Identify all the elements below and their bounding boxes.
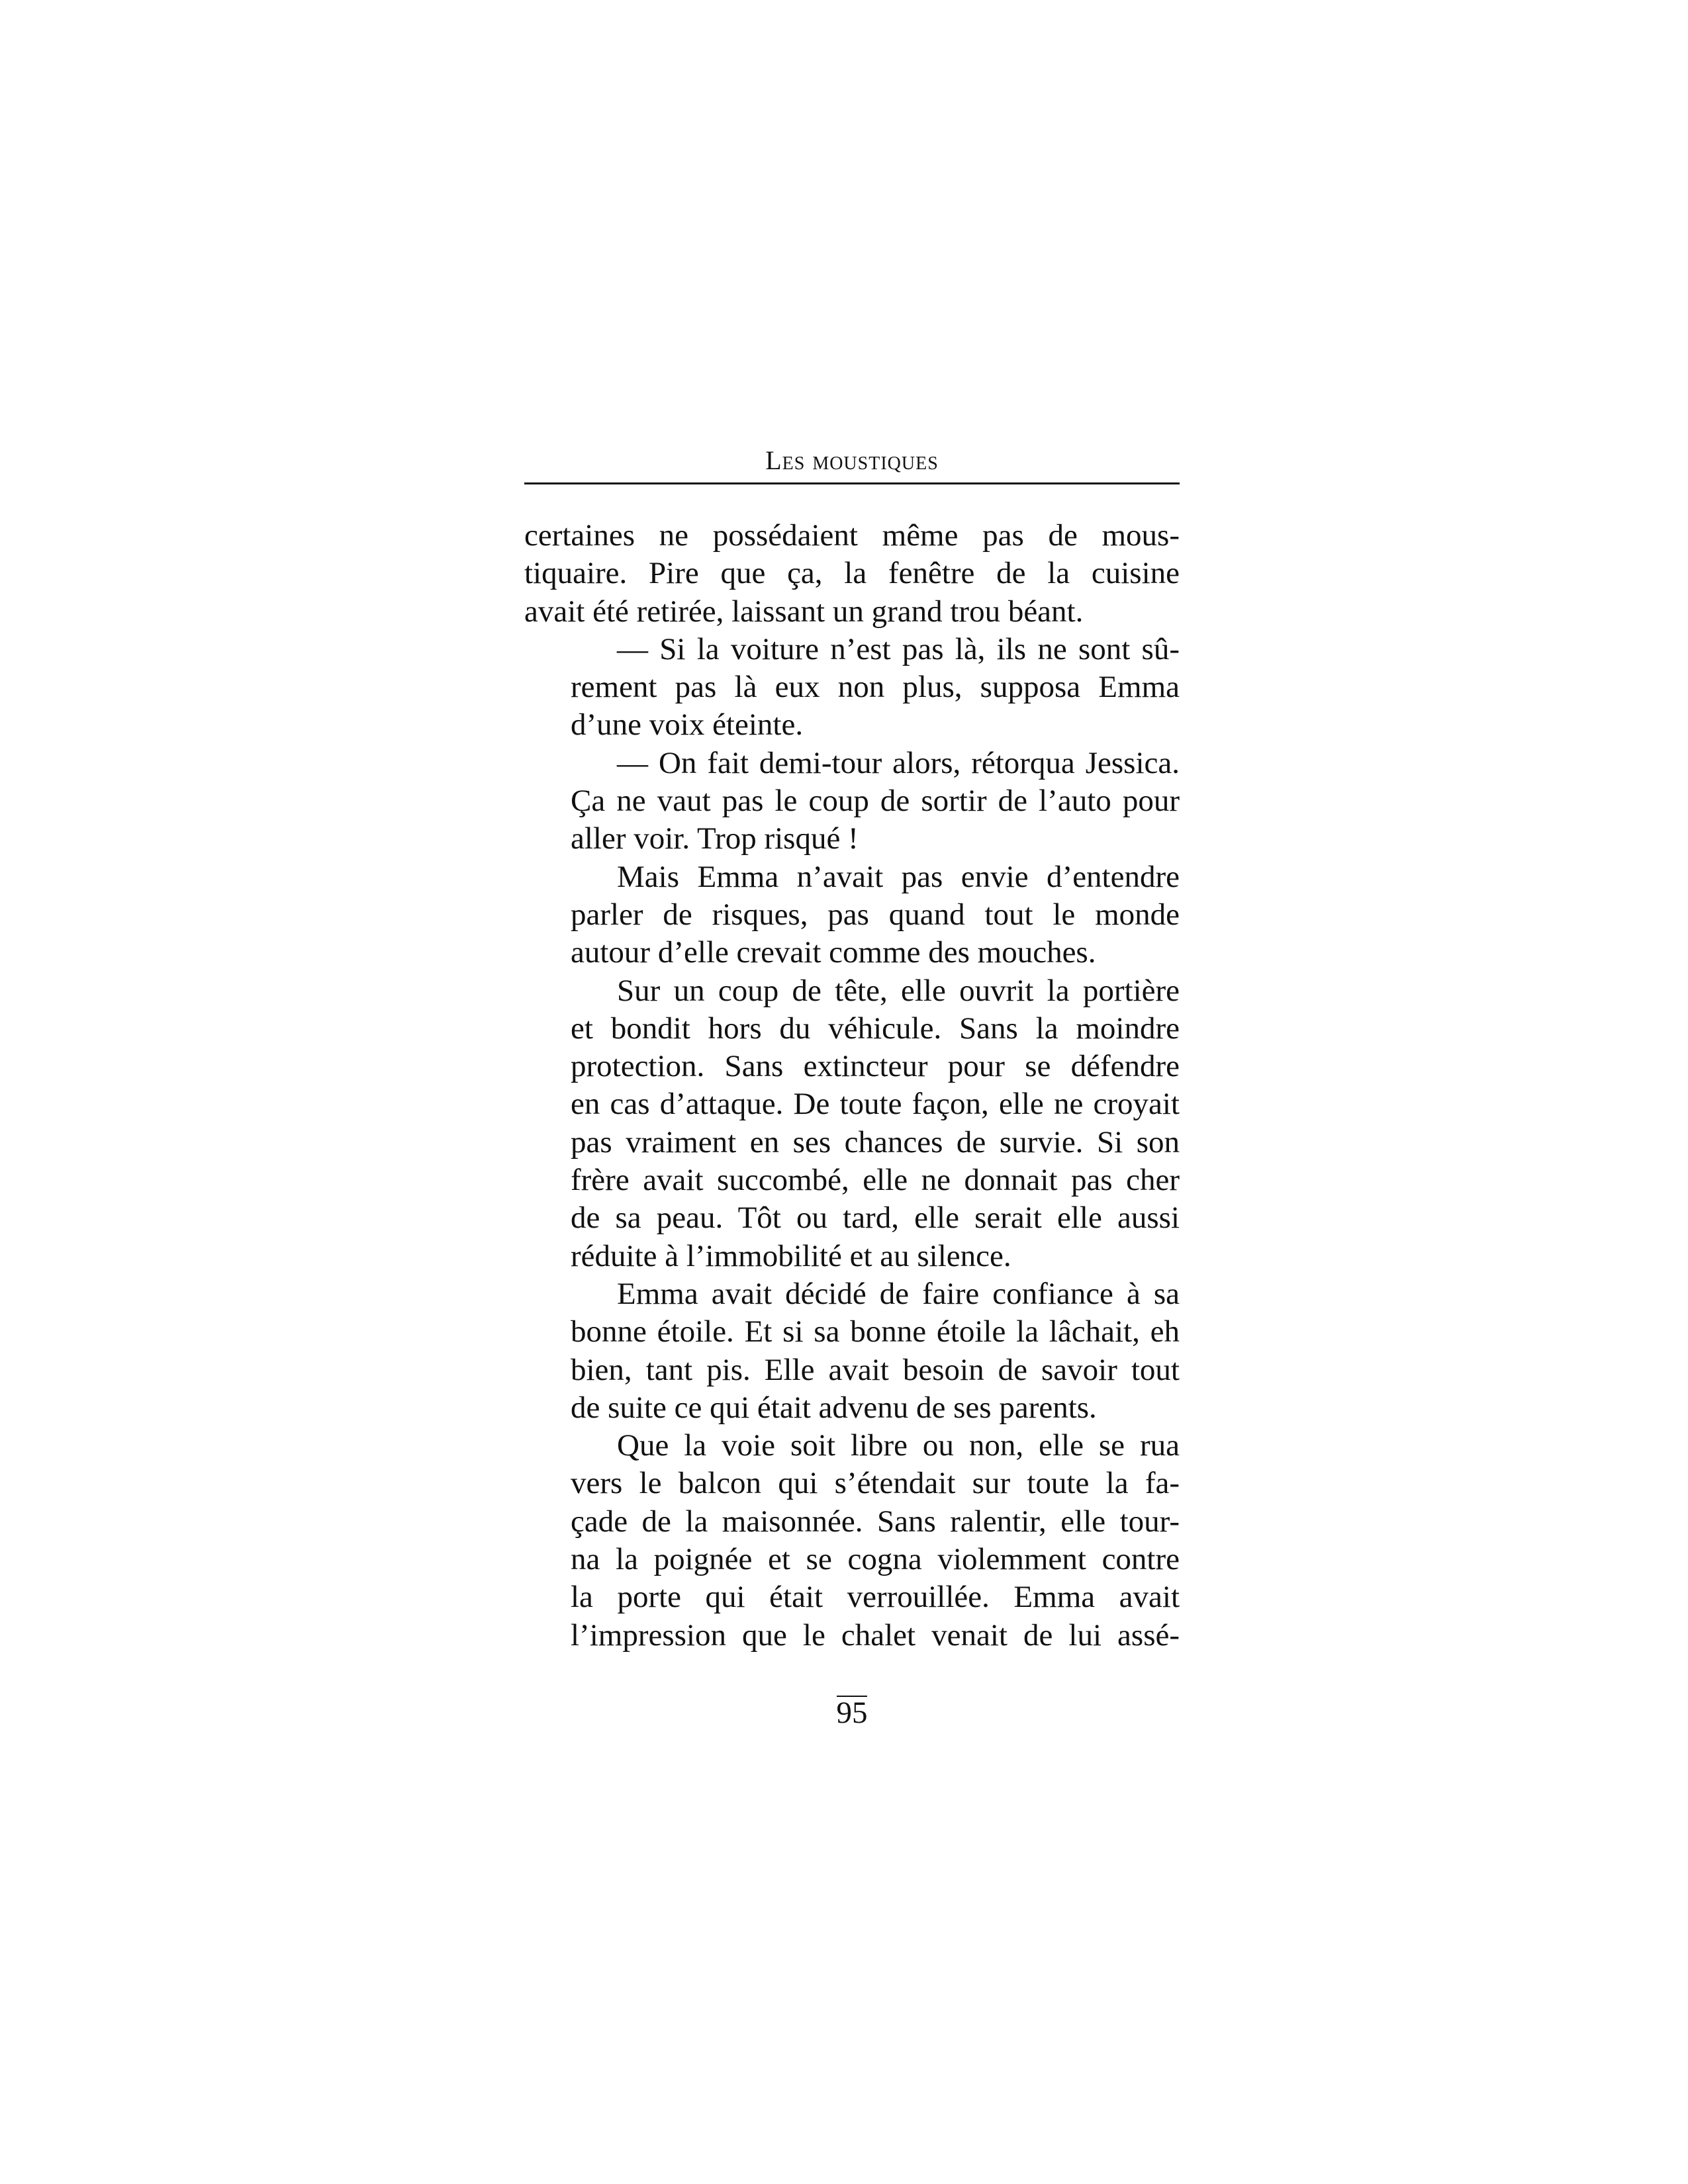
text-line: — On fait demi-tour alors, rétorqua Jessica. [617, 745, 1180, 780]
paragraph [524, 745, 1180, 858]
paragraph [524, 972, 1180, 1275]
text-line: la porte qui était verrouillée. Emma avait [571, 1580, 1180, 1615]
paragraph [524, 1427, 1180, 1655]
text-line: de suite ce qui était advenu de ses parents. [571, 1390, 1097, 1425]
paragraph [524, 1275, 1180, 1427]
text-line: de sa peau. Tôt ou tard, elle serait elle aussi [571, 1201, 1180, 1236]
text-line: pas vraiment en ses chances de survie. Si son [571, 1124, 1180, 1160]
text-line: frère avait succombé, elle ne donnait pas cher [571, 1163, 1180, 1198]
text-line: bien, tant pis. Elle avait besoin de savoir tout [571, 1352, 1180, 1387]
text-line: bonne étoile. Et si sa bonne étoile la lâchait, eh [571, 1314, 1180, 1349]
paragraph [524, 858, 1180, 972]
text-line: en cas d’attaque. De toute façon, elle ne croyait [571, 1087, 1180, 1122]
body-text [524, 517, 1180, 1655]
book-page [524, 437, 1180, 1760]
text-line: çade de la maisonnée. Sans ralentir, elle tour- [571, 1504, 1180, 1539]
text-line: Ça ne vaut pas le coup de sortir de l’auto pour [571, 784, 1180, 819]
text-line: l’impression que le chalet venait de lui assé- [571, 1617, 1180, 1653]
text-line: parler de risques, pas quand tout le monde [571, 897, 1180, 932]
text-line: tiquaire. Pire que ça, la fenêtre de la cuisine [524, 556, 1180, 591]
text-line: na la poignée et se cogna violemment contre [571, 1542, 1180, 1577]
header-rule [524, 482, 1180, 484]
text-line: avait été retirée, laissant un grand trou béant. [524, 594, 1084, 629]
text-line: réduite à l’immobilité et au silence. [571, 1238, 1011, 1273]
text-line: protection. Sans extincteur pour se défendre [571, 1049, 1180, 1084]
text-line: certaines ne possédaient même pas de mous- [524, 518, 1180, 553]
running-head: Les moustiques [765, 445, 939, 475]
text-line: aller voir. Trop risqué ! [571, 821, 859, 856]
text-line: vers le balcon qui s’étendait sur toute la fa- [571, 1466, 1180, 1501]
text-line: Emma avait décidé de faire confiance à sa [617, 1276, 1180, 1311]
text-line: Mais Emma n’avait pas envie d’entendre [617, 859, 1180, 894]
paragraph [524, 631, 1180, 745]
text-line: Que la voie soit libre ou non, elle se rua [617, 1428, 1180, 1463]
text-line: Sur un coup de tête, elle ouvrit la portière [617, 973, 1180, 1008]
text-line: et bondit hors du véhicule. Sans la moindre [571, 1011, 1180, 1046]
text-line: rement pas là eux non plus, supposa Emma [571, 670, 1180, 705]
text-line: — Si la voiture n’est pas là, ils ne sont sû- [617, 631, 1180, 666]
text-line: autour d’elle crevait comme des mouches. [571, 935, 1096, 970]
text-line: d’une voix éteinte. [571, 707, 804, 743]
page-number: 95 [836, 1696, 868, 1730]
paragraph [524, 517, 1180, 631]
